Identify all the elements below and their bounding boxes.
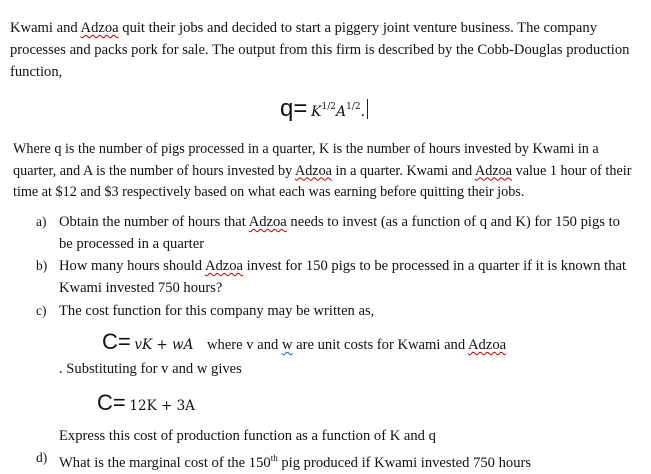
cost-equation-lhs: C= [102,329,131,354]
cost-equation-rhs: vK + wA [134,337,194,353]
equation-lhs: q= [280,95,308,122]
question-a-text-1: Obtain the number of hours that [59,214,249,230]
substituted-equation-rhs: 12K + 3A [129,398,195,414]
definition-text-3: value 1 hour of their time at $12 and $3 respectively based on what each was earning before quitting their jobs. [13,162,632,200]
substitution-text: . Substituting for v and w gives [59,361,242,377]
question-a [36,211,636,255]
cost-note-w: w [281,337,293,353]
substituted-cost-equation [97,392,636,417]
intro-name-adzoa: Adzoa [80,20,119,36]
definition-paragraph [13,139,639,204]
question-c-text-2: Express this cost of production function as a function of K and q [59,428,436,444]
question-b [36,255,636,300]
intro-text-2: quit their jobs and decided to start a piggery joint venture business. The company processes and packs pork for sale. The output from this firm is described by the Cobb-Douglas production function, [10,20,630,80]
equation-a-exponent: 1/2 [346,102,361,112]
definition-name-adzoa-1: Adzoa [294,162,332,179]
cost-note-name-adzoa: Adzoa [468,337,507,353]
definition-text-2: in a quarter. Kwami and [331,162,476,179]
cost-note-text-1: where v and [206,337,282,353]
question-d-text-1: What is the marginal cost of the 150 [59,455,271,471]
question-d-text-2: pig produced if Kwami invested 750 hours [277,455,532,471]
equation-rhs [311,104,365,120]
cost-function-equation [102,331,636,356]
question-a-text-2: needs to invest (as a function of q and K) for 150 pigs to be processed in a quarter [59,214,620,252]
question-d-marker: d) [36,450,48,465]
question-d-ordinal-suffix: th [270,453,278,463]
cost-note-text-2: are unit costs for Kwami and [292,337,468,353]
equation-a: A [335,104,347,120]
equation-k: K [311,104,322,120]
question-list [36,211,636,474]
cost-equation-note [207,337,506,353]
substitution-line [59,358,636,380]
question-b-text-1: How many hours should [59,258,205,274]
definition-text-1: Where q is the number of pigs processed in a quarter, K is the number of hours invested by Kwami in a quarter, and A is the number of hours invested by [13,141,599,179]
question-b-name-adzoa: Adzoa [204,258,244,274]
question-b-marker: b) [36,258,48,273]
question-c-text-1: The cost function for this company may be written as, [59,303,375,319]
substituted-equation-lhs: C= [97,390,126,415]
equation-k-exponent: 1/2 [321,102,336,112]
intro-paragraph [10,17,638,83]
question-a-marker: a) [36,214,47,229]
intro-text-1: Kwami and [10,20,81,36]
text-cursor [367,99,368,119]
question-c [36,300,636,447]
equation-dot: . [360,104,366,120]
definition-name-adzoa-2: Adzoa [475,162,513,179]
question-c-marker: c) [36,303,47,318]
question-a-name-adzoa: Adzoa [248,214,287,230]
question-b-text-2: invest for 150 pigs to be processed in a quarter if it is known that Kwami invested 750 hours? [59,258,627,296]
production-function-equation [280,96,368,126]
